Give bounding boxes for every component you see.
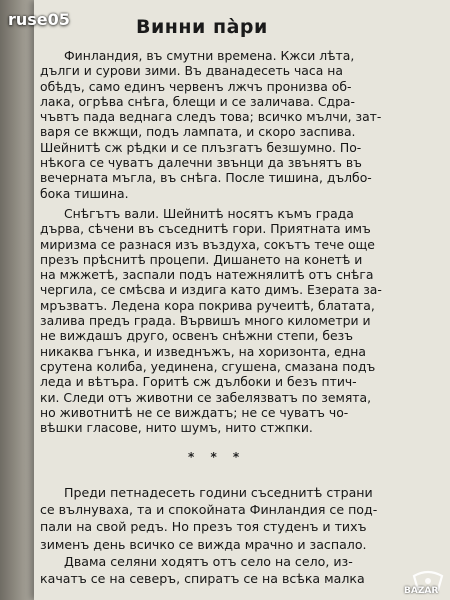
text-line: на мжжетѣ, заспали подъ натежнялитѣ отъ снѣга [40,267,374,283]
text-line: вѣшки гласове, нито шумъ, нито стжпки. [40,420,313,436]
text-line: ки. Следи отъ животни се забелязватъ по земята, [40,389,372,405]
text-line: нѣкога се чуватъ далечни звънци да звънятъ въ [40,155,362,171]
text-line: Финландия, въ смутни времена. Кжси лѣта, [64,48,355,63]
text-line: Преди петнадесеть години съседнитѣ страни [64,485,373,500]
text-line: Снѣгътъ вали. Шейнитѣ носятъ къмъ града [64,205,354,221]
watermark-brand: ruse05 [8,10,70,29]
paragraph-3 [40,484,425,587]
text-line: мръзватъ. Ледена кора покрива ручеитѣ, блатата, [40,297,375,313]
text-line: но животнитѣ не се виждатъ; не се чуватъ чо- [40,404,349,420]
watermark-badge-text: BAZAR [404,586,439,596]
text-line: Шейнитѣ сж рѣдки и се плъзгатъ безшумно. По- [40,139,362,155]
text-line: вечерната мъгла, въ снѣга. После тишина, дълбо- [40,170,372,186]
text-line: никаква гънка, и изведнъжъ, на хоризонта, една [40,343,366,359]
text-line: миризма се разнася изъ въздуха, сокътъ тече още [40,236,375,252]
text-line: срутена колиба, уединена, сгушена, смазана подъ [40,358,376,374]
text-line: чъвтъ пада веднага следъ това; всичко мълчи, зат- [40,109,382,125]
text-line: пали на свой редъ. Но презъ тоя студенъ и тихъ [40,519,367,535]
text-line: качатъ се на северъ, спиратъ се на всѣка малка [40,571,365,587]
text-line: обѣдъ, само единъ червенъ лжчъ пронизва об- [40,78,352,94]
text-line: се вълнуваха, та и спокойната Финландия се под- [40,502,378,518]
text-line: не виждашъ друго, освенъ снѣжни степи, безъ [40,328,354,344]
text-line: залива предъ града. Вървишъ много километри и [40,313,371,329]
watermark-logo [8,10,70,29]
text-line: бока тишина. [40,185,129,201]
text-line: чергила, се смѣсва и издига като димъ. Езерата за- [40,282,382,298]
paragraph-1 [40,48,415,435]
page-title: Винни пàри [136,16,268,38]
section-separator: * * * [188,450,246,464]
text-line: лака, огрѣва снѣга, блещи и се заличава. Сдра- [40,93,355,109]
text-line: дърва, сѣчени въ съседнитѣ гори. Приятната имъ [40,221,371,237]
text-line: леда и вѣтъра. Горитѣ сж дълбоки и безъ птич- [40,374,357,390]
text-line: дълги и сурови зими. Въ дванадесеть часа на [40,63,343,79]
text-line: варя се вкжщи, подъ лампата, и скоро заспива. [40,124,356,140]
text-line: презъ прѣснитѣ процепи. Дишането на конетѣ и [40,251,363,267]
text-line: зименъ день всичко се вижда мрачно и заспало. [40,536,367,552]
text-line: Двама селяни ходятъ отъ село на село, из- [64,553,353,569]
